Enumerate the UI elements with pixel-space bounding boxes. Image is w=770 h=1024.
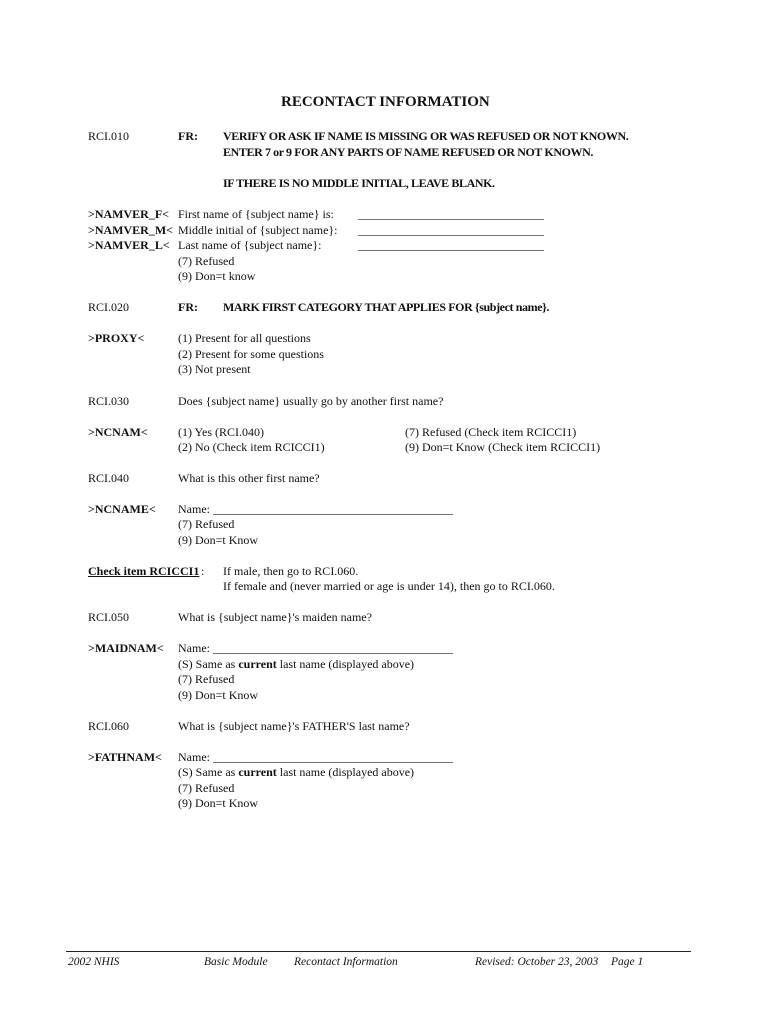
ncname-option-refused: (7) Refused (178, 517, 235, 531)
ncnam-option-no: (2) No (Check item RCICCI1) (178, 440, 325, 454)
fathnam-option-refused: (7) Refused (178, 781, 235, 795)
namver-first-name-question: First name of {subject name} is: (178, 207, 334, 221)
rci010-fr-label: FR: (178, 129, 198, 143)
proxy-option-2: (2) Present for some questions (178, 347, 324, 361)
rci010-instruction-1: VERIFY OR ASK IF NAME IS MISSING OR WAS REFUSED OR NOT KNOWN. (223, 129, 629, 143)
footer-revised: Revised: October 23, 2003 (475, 956, 599, 968)
check-item-colon: : (201, 564, 205, 578)
maidnam-name-field[interactable]: Name: ________________________________________ (178, 641, 453, 655)
rci030-label: RCI.030 (88, 394, 130, 408)
namver-middle-initial-blank[interactable]: _______________________________ (358, 223, 544, 237)
namver-f-variable: >NAMVER_F< (88, 207, 169, 221)
maidnam-same-prefix: (S) Same as (178, 657, 239, 671)
ncname-name-field[interactable]: Name: ________________________________________ (178, 502, 453, 516)
ncnam-option-refused: (7) Refused (Check item RCICCI1) (405, 425, 577, 439)
namver-last-name-blank[interactable]: _______________________________ (358, 238, 544, 252)
fathnam-name-field[interactable]: Name: ________________________________________ (178, 750, 453, 764)
footer-section: Recontact Information (294, 956, 398, 968)
check-item-rule-female: If female and (never married or age is under 14), then go to RCI.060. (223, 579, 555, 593)
rci060-question: What is {subject name}'s FATHER'S last name? (178, 719, 410, 733)
footer-module: Basic Module (204, 956, 268, 968)
ncnam-option-yes: (1) Yes (RCI.040) (178, 425, 265, 439)
rci020-label: RCI.020 (88, 300, 130, 314)
rci020-fr-label: FR: (178, 300, 198, 314)
namver-option-dont-know: (9) Don=t know (178, 269, 256, 283)
rci020-instruction: MARK FIRST CATEGORY THAT APPLIES FOR {subject name}. (223, 300, 550, 314)
page-title: RECONTACT INFORMATION (281, 94, 490, 110)
fathnam-option-same (178, 765, 414, 780)
namver-l-variable: >NAMVER_L< (88, 238, 170, 252)
rci010-label: RCI.010 (88, 129, 130, 143)
maidnam-option-dont-know: (9) Don=t Know (178, 688, 259, 702)
proxy-option-1: (1) Present for all questions (178, 331, 311, 345)
rci010-instruction-2: ENTER 7 or 9 FOR ANY PARTS OF NAME REFUSED OR NOT KNOWN. (223, 145, 593, 159)
ncname-variable: >NCNAME< (88, 502, 156, 516)
namver-option-refused: (7) Refused (178, 254, 235, 268)
fathnam-option-dont-know: (9) Don=t Know (178, 796, 259, 810)
rci050-label: RCI.050 (88, 610, 130, 624)
rci060-label: RCI.060 (88, 719, 130, 733)
check-item-rule-male: If male, then go to RCI.060. (223, 564, 359, 578)
rci010-instruction-3: IF THERE IS NO MIDDLE INITIAL, LEAVE BLANK. (223, 176, 495, 190)
ncname-option-dont-know: (9) Don=t Know (178, 533, 259, 547)
proxy-option-3: (3) Not present (178, 362, 251, 376)
maidnam-same-suffix: last name (displayed above) (276, 657, 415, 671)
ncnam-option-dont-know: (9) Don=t Know (Check item RCICCI1) (405, 440, 601, 454)
proxy-variable: >PROXY< (88, 331, 145, 345)
maidnam-same-current: current (238, 657, 277, 671)
footer-survey: 2002 NHIS (68, 956, 120, 968)
footer-divider (66, 951, 691, 952)
check-item-label: Check item RCICCI1 (88, 564, 200, 578)
rci050-question: What is {subject name}'s maiden name? (178, 610, 372, 624)
fathnam-same-prefix: (S) Same as (178, 765, 239, 779)
rci030-question: Does {subject name} usually go by another first name? (178, 394, 444, 408)
fathnam-same-current: current (238, 765, 277, 779)
fathnam-same-suffix: last name (displayed above) (276, 765, 415, 779)
rci040-label: RCI.040 (88, 471, 130, 485)
maidnam-option-refused: (7) Refused (178, 672, 235, 686)
maidnam-variable: >MAIDNAM< (88, 641, 164, 655)
namver-m-variable: >NAMVER_M< (88, 223, 173, 237)
ncnam-variable: >NCNAM< (88, 425, 148, 439)
fathnam-variable: >FATHNAM< (88, 750, 162, 764)
namver-first-name-blank[interactable]: _______________________________ (358, 207, 544, 221)
rci040-question: What is this other first name? (178, 471, 320, 485)
namver-middle-initial-question: Middle initial of {subject name}: (178, 223, 338, 237)
maidnam-option-same (178, 657, 414, 672)
footer-page-number: Page 1 (611, 956, 644, 968)
namver-last-name-question: Last name of {subject name}: (178, 238, 322, 252)
